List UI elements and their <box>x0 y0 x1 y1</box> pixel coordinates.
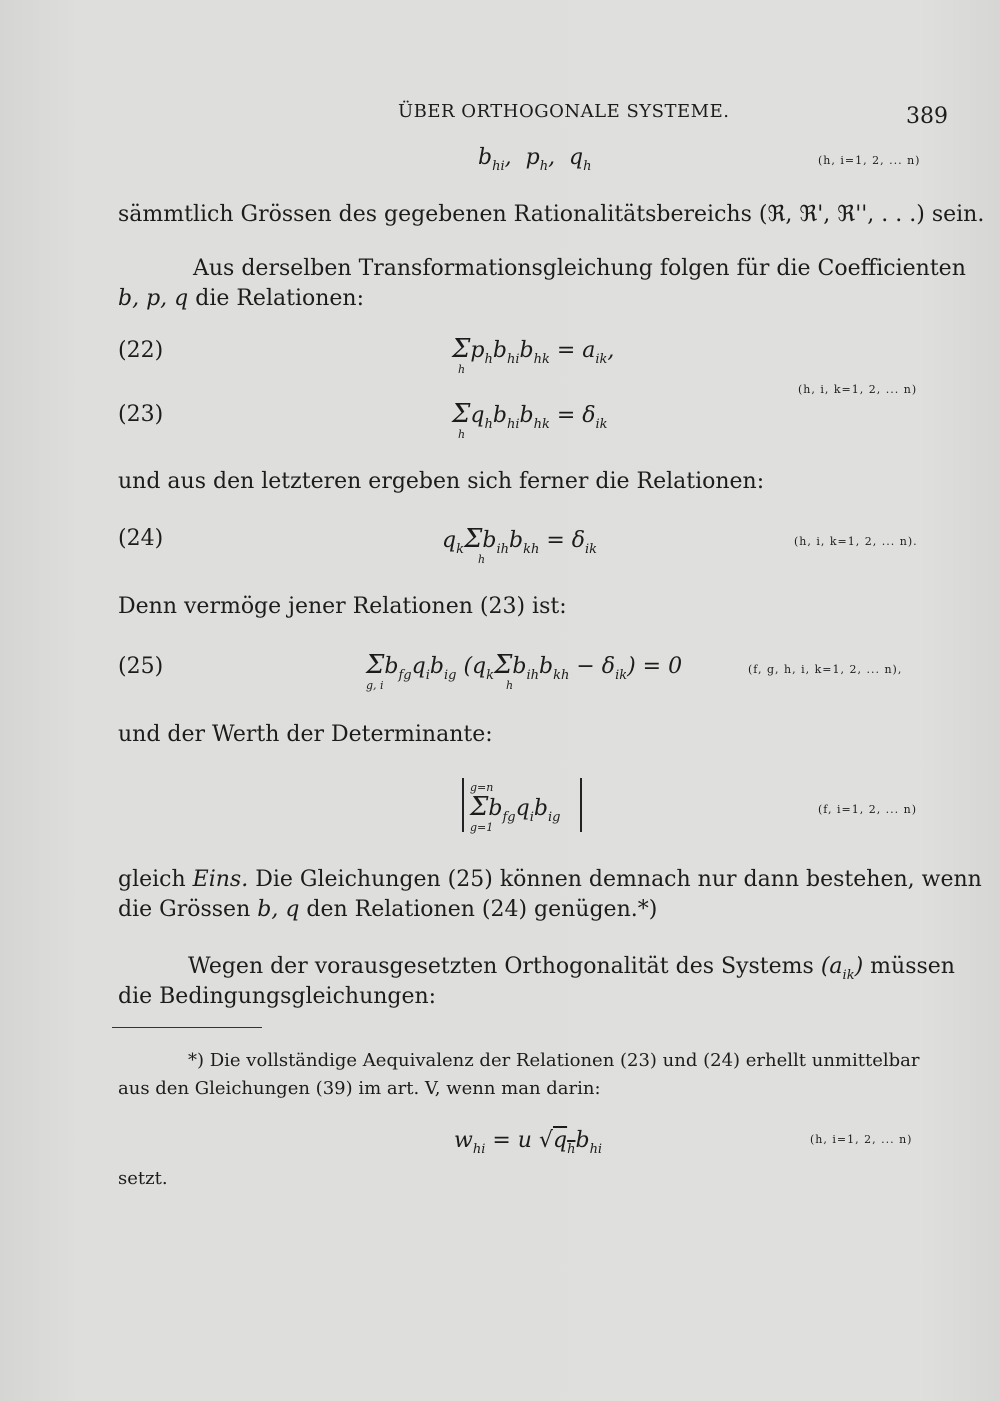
top-formula-range: (h, i=1, 2, ... n) <box>818 154 921 167</box>
determinant-right-bar <box>580 778 582 832</box>
sum-sign: Σ <box>452 334 471 364</box>
paragraph-6-line-1 <box>118 869 982 891</box>
p6-a: gleich <box>118 867 186 892</box>
eq23-formula: $\Sigma q_hb_{hi}b_{hk} = \delta_{ik}$ h <box>452 399 608 441</box>
paragraph-4: Denn vermöge jener Relationen (23) ist: <box>118 594 567 619</box>
sum-sign: Σ <box>470 792 489 822</box>
footnote-formula-range: (h, i=1, 2, ... n) <box>810 1133 913 1146</box>
eq22-formula: $\Sigma p_hb_{hi}b_{hk} = a_{ik}$, h <box>452 334 615 376</box>
running-header: ÜBER ORTHOGONALE SYSTEME. <box>398 101 730 122</box>
sum-sign: Σ <box>452 399 471 429</box>
top-formula: $b_{hi}$, $p_h$, $q_h$ <box>478 145 592 174</box>
paragraph-6-line-2 <box>118 899 657 921</box>
sum-sign: Σ <box>366 650 385 680</box>
eq25-label: (25) <box>118 654 164 679</box>
paragraph-2-rest: die Relationen: <box>195 286 364 311</box>
determinant-left-bar <box>462 778 464 832</box>
paragraph-5: und der Werth der Determinante: <box>118 722 493 747</box>
eq24-range: (h, i, k=1, 2, ... n). <box>794 535 918 548</box>
paragraph-7-line-1 <box>188 954 955 983</box>
paragraph-2-line-2 <box>118 288 364 310</box>
footnote-closing: setzt. <box>118 1168 168 1189</box>
p6-line2-a: die Grössen <box>118 897 251 922</box>
footnote-rule <box>112 1027 262 1028</box>
paragraph-1: sämmtlich Grössen des gegebenen Rationalitätsbereichs (ℜ, ℜ', ℜ'', . . .) sein. <box>118 202 985 227</box>
page-number: 389 <box>906 104 948 129</box>
footnote-formula: $w_{hi} = u$ $√q_hb_{hi}$ <box>454 1128 603 1157</box>
paragraph-2-line-1: Aus derselben Transformationsgleichung folgen für die Coefficienten <box>193 256 966 281</box>
paragraph-3: und aus den letzteren ergeben sich ferner die Relationen: <box>118 469 765 494</box>
eq24-formula: $q_k\Sigma b_{ih}b_{kh} = \delta_{ik}$ h <box>442 524 598 566</box>
eq23-label: (23) <box>118 402 164 427</box>
p6-line2-b: den Relationen (24) genügen.*) <box>306 897 658 922</box>
paragraph-7-line-2: die Bedingungsgleichungen: <box>118 984 437 1009</box>
eq22-label: (22) <box>118 338 164 363</box>
determinant-formula: $\Sigma b_{fg}q_ib_{ig}$ g=n g=1 <box>470 781 561 834</box>
p7-system: $(a_{ik})$ <box>820 954 864 983</box>
eq25-range: (f, g, h, i, k=1, 2, ... n), <box>748 663 903 676</box>
p6-italic: Eins. <box>192 867 249 892</box>
determinant-range: (f, i=1, 2, ... n) <box>818 803 918 816</box>
eq25-formula: $\Sigma b_{fg}q_ib_{ig}$ $(q_k\Sigma b_{ih}b_{kh} - \delta_{ik}) = 0$ g, i h <box>366 650 683 692</box>
eq22-23-range: (h, i, k=1, 2, ... n) <box>798 383 918 396</box>
p7-b: müssen <box>870 954 955 979</box>
footnote-line-2: aus den Gleichungen (39) im art. V, wenn man darin: <box>118 1078 601 1099</box>
sum-sign: Σ <box>463 524 483 554</box>
eq24-label: (24) <box>118 526 164 551</box>
p6-line2-italic: b, q <box>257 897 300 922</box>
p6-b: Die Gleichungen (25) können demnach nur dann bestehen, wenn <box>255 867 982 892</box>
paragraph-2-vars: b, p, q <box>118 286 189 311</box>
footnote-line-1: *) Die vollständige Aequivalenz der Relationen (23) und (24) erhellt unmittelbar <box>188 1050 920 1071</box>
p7-a: Wegen der vorausgesetzten Orthogonalität des Systems <box>188 954 814 979</box>
